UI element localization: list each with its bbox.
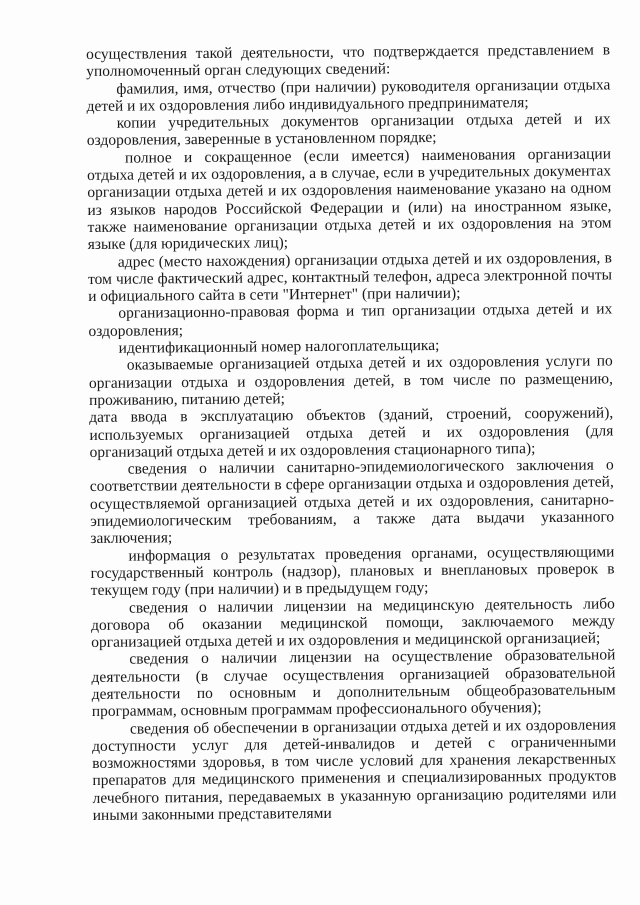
paragraph-intro: осуществления такой деятельности, что подтверждается представлением в уполномоченный орган следующих сведений: bbox=[86, 41, 611, 81]
paragraph-sanitary-conclusion: сведения о наличии санитарно-эпидемиологического заключения о соответствии деятельности в сфере организации отдыха и оздоровления детей, осуществляемой организацией отдыха детей и их оздоровления, санитарно-эпидемиологическим требованиям, а также дата выдачи указанного заключения; bbox=[89, 456, 615, 548]
document-body bbox=[86, 41, 617, 824]
paragraph-services: оказываемые организацией отдыха детей и их оздоровления услуги по организации отдыха и оздоровления детей, в том числе по размещению, проживанию, питанию детей; bbox=[88, 352, 613, 409]
paragraph-tax-id: идентификационный номер налогоплательщика; bbox=[118, 336, 440, 357]
paragraph-legal-form: организационно-правовая форма и тип организации отдыха детей и их оздоровления; bbox=[88, 300, 613, 340]
paragraph-accessibility: сведения об обеспечении в организации отдыха детей и их оздоровления доступности услуг для детей-инвалидов и детей с ограниченными возможностями здоровья, в том числе условий для хранения лекарственных препаратов для медицинского применения и специализированных продуктов лечебного питания, передаваемых в указанную организацию родителями или иными законными представителями bbox=[92, 715, 617, 825]
paragraph-commissioning-date: дата ввода в эксплуатацию объектов (зданий, строений, сооружений), используемых организацией отдыха детей и их оздоровления (для организаций отдыха детей и их оздоровления стационарного типа); bbox=[89, 404, 614, 461]
paragraph-inspections: информация о результатах проведения органами, осуществляющими государственный контроль (надзор), плановых и внеплановых проверок в текущем году (при наличии) и в предыдущем году; bbox=[90, 543, 615, 600]
paragraph-full-name: фамилия, имя, отчество (при наличии) руководителя организации отдыха детей и их оздоровления либо индивидуального предпринимателя; bbox=[86, 76, 611, 115]
paragraph-medical-license: сведения о наличии лицензии на медицинскую деятельность либо договора об оказании медицинской помощи, заключаемого между организацией отдыха детей и их оздоровления и медицинской организацией; bbox=[90, 594, 616, 652]
paragraph-organization-name: полное и сокращенное (если имеется) наименования организации отдыха детей и их оздоровления, а в случае, если в учредительных документах организации отдыха детей и их оздоровления наименование указано на одном из языков народов Российской Федерации и (или) на иностранном языке, также наименование организации отдыха детей и их оздоровления на этом языке (для юридических лиц); bbox=[87, 145, 612, 254]
paragraph-address: адрес (место нахождения) организации отдыха детей и их оздоровления, в том числе фактический адрес, контактный телефон, адреса электронной почты и официального сайта в сети "Интернет" (при наличии); bbox=[87, 248, 613, 306]
paragraph-founding-documents: копии учредительных документов организации отдыха детей и их оздоровления, заверенные в установленном порядке; bbox=[86, 110, 611, 150]
paragraph-education-license: сведения о наличии лицензии на осуществление образовательной деятельности (в случае осуществления организацией образовательной деятельности по основным и дополнительным общеобразовательным программам, основным программам профессионального обучения); bbox=[91, 646, 616, 721]
